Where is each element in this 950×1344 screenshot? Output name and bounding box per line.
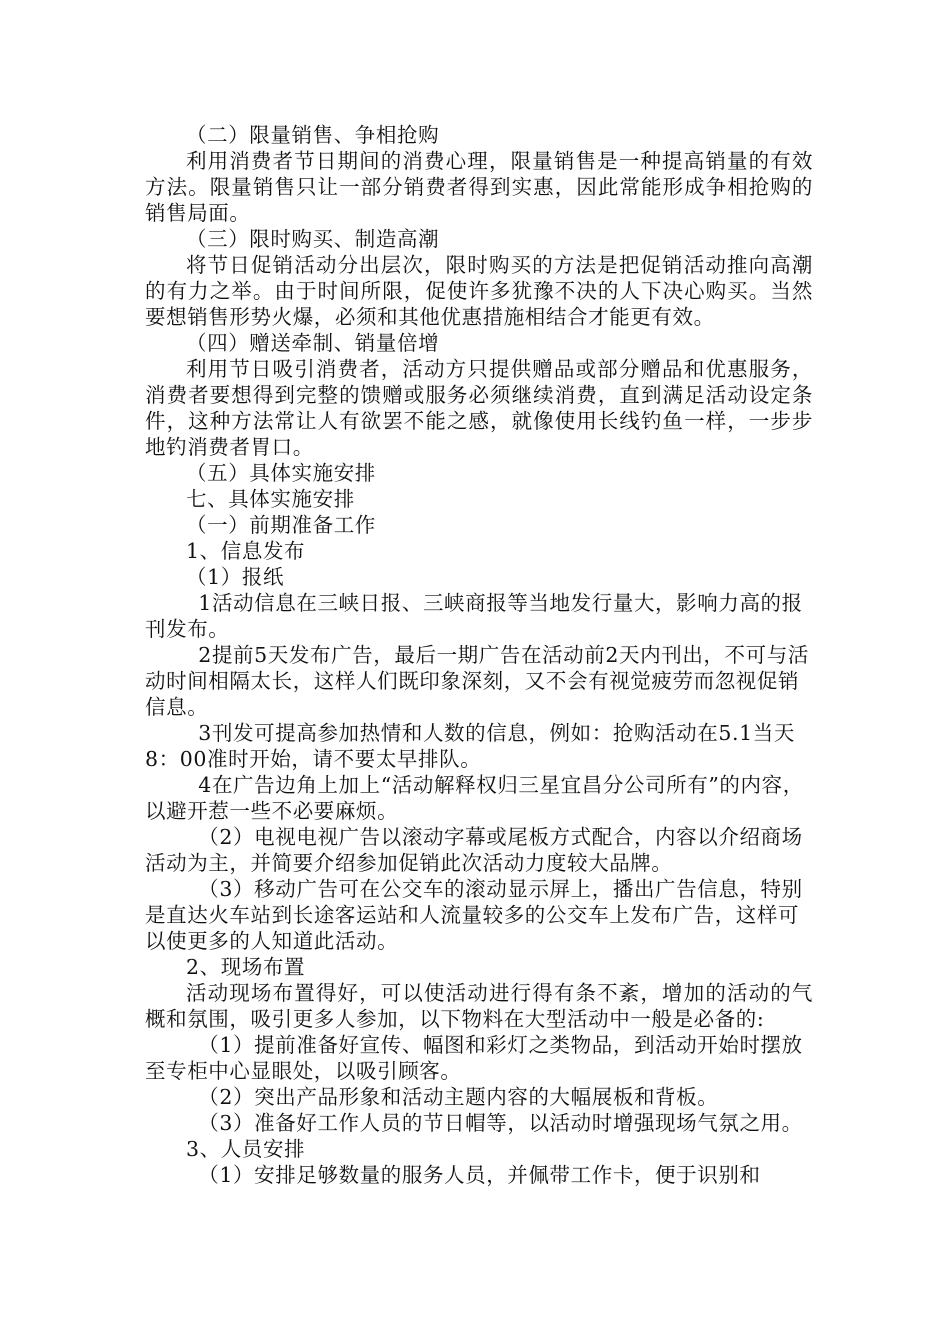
heading-section-7: 七、具体实施安排 [186, 487, 355, 511]
heading-gift-promotion: （四）赠送牵制、销量倍增 [186, 331, 440, 355]
paragraph-site-layout: 活动现场布置得好，可以使活动进行得有条不紊，增加的活动的气概和氛围，吸引更多人参加，以下物料在大型活动中一般是必备的: [145, 981, 813, 1031]
paragraph-mobile-ads: （3）移动广告可在公交车的滚动显示屏上，播出广告信息，特别是直达火车站到长途客运站和人流量较多的公交车上发布广告，这样可以使更多的人知道此活动。 [145, 877, 803, 953]
heading-staffing: 3、人员安排 [186, 1137, 306, 1161]
heading-site-layout: 2、现场布置 [186, 955, 306, 979]
paragraph-tv-ads: （2）电视电视广告以滚动字幕或尾板方式配合，内容以介绍商场活动为主，并简要介绍参加促销此次活动力度较大品牌。 [145, 825, 803, 875]
heading-newspaper: （1）报纸 [186, 565, 285, 589]
heading-implementation-5: （五）具体实施安排 [186, 461, 376, 485]
heading-preparation: （一）前期准备工作 [186, 513, 376, 537]
paragraph-time-limited: 将节日促销活动分出层次，限时购买的方法是把促销活动推向高潮的有力之举。由于时间所限，促使许多犹豫不决的人下决心购买。当然要想销售形势火爆，必须和其他优惠措施相结合才能更有效。 [145, 253, 813, 329]
paragraph-newspaper-2: 2提前5天发布广告，最后一期广告在活动前2天内刊出，不可与活动时间相隔太长，这样人们既印象深刻，又不会有视觉疲劳而忽视促销信息。 [145, 643, 809, 719]
paragraph-newspaper-1: 1活动信息在三峡日报、三峡商报等当地发行量大，影响力高的报刊发布。 [145, 591, 803, 641]
paragraph-layout-item-1: （1）提前准备好宣传、幅图和彩灯之类物品，到活动开始时摆放至专柜中心显眼处，以吸引顾客。 [145, 1033, 803, 1083]
paragraph-limited-sales: 利用消费者节日期间的消费心理，限量销售是一种提高销量的有效方法。限量销售只让一部分销费者得到实惠，因此常能形成争相抢购的销售局面。 [145, 149, 813, 225]
paragraph-gift-promotion: 利用节日吸引消费者，活动方只提供赠品或部分赠品和优惠服务，消费者要想得到完整的馈赠或服务必须继续消费，直到满足活动设定条件，这种方法常让人有欲罢不能之感，就像使用长线钓鱼一样，一步步地钓消费者胃口。 [145, 357, 813, 459]
paragraph-layout-item-2: （2）突出产品形象和活动主题内容的大幅展板和背板。 [198, 1085, 719, 1109]
paragraph-staffing-1: （1）安排足够数量的服务人员，并佩带工作卡，便于识别和 [198, 1163, 761, 1187]
heading-info-release: 1、信息发布 [186, 539, 306, 563]
heading-time-limited: （三）限时购买、制造高潮 [186, 227, 440, 251]
paragraph-newspaper-4: 4在广告边角上加上“活动解释权归三星宜昌分公司所有”的内容，以避开惹一些不必要麻烦。 [145, 773, 804, 823]
paragraph-layout-item-3: （3）准备好工作人员的节日帽等，以活动时增强现场气氛之用。 [198, 1111, 803, 1135]
paragraph-newspaper-3: 3刊发可提高参加热情和人数的信息，例如：抢购活动在5.1当天8：00准时开始，请不要太早排队。 [145, 721, 795, 771]
heading-limited-sales: （二）限量销售、争相抢购 [186, 123, 440, 147]
document-body [145, 122, 813, 1188]
